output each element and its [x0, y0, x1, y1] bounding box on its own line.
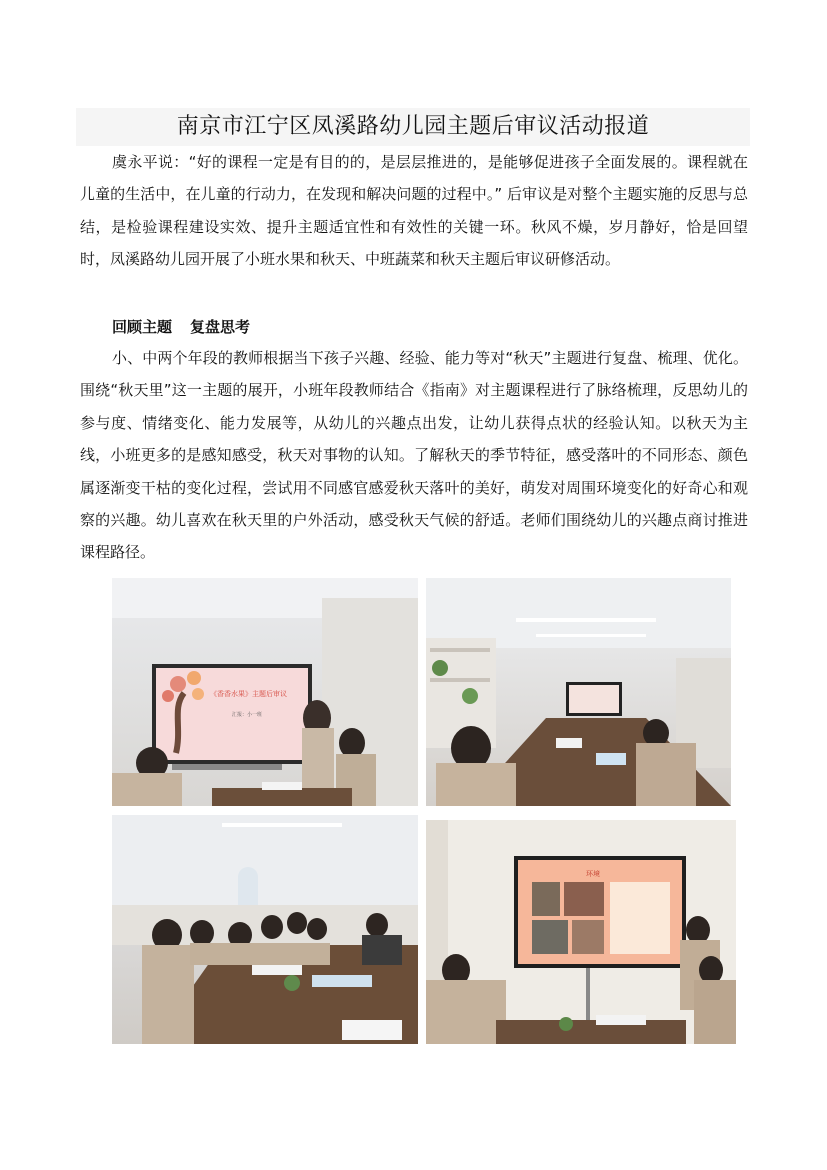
photo-teachers-discussion	[112, 815, 418, 1044]
section-heading-a: 回顾主题	[112, 318, 173, 336]
page-title: 南京市江宁区凤溪路幼儿园主题后审议活动报道	[176, 114, 650, 139]
section-heading-b: 复盘思考	[190, 318, 251, 336]
intro-paragraph: 虞永平说：“好的课程一定是有目的的，是层层推进的，是能够促进孩子全面发展的。课程就在儿童的生活中，在儿童的行动力，在发现和解决问题的过程中。” 后审议是对整个主题实施的反思与总结，是检验课程建设实效、提升主题适宜性和有效性的关键一环。秋风不燥，岁月静好，恰是回望时，凤溪路幼儿园开展了小班水果和秋天、中班蔬菜和秋天主题后审议研修活动。	[80, 153, 748, 269]
section-paragraph: 小、中两个年段的教师根据当下孩子兴趣、经验、能力等对“秋天”主题进行复盘、梳理、优化。围绕“秋天里”这一主题的展开，小班年段教师结合《指南》对主题课程进行了脉络梳理，反思幼儿的参与度、情绪变化、能力发展等，从幼儿的兴趣点出发，让幼儿获得点状的经验认知。以秋天为主线，小班更多的是感知感受，秋天对事物的认知。了解秋天的季节特征，感受落叶的不同形态、颜色属逐渐变干枯的变化过程，尝试用不同感官感爱秋天落叶的美好，萌发对周围环境变化的好奇心和观察的兴趣。幼儿喜欢在秋天里的户外活动，感受秋天气候的舒适。老师们围绕幼儿的兴趣点商讨推进课程路径。	[80, 349, 748, 562]
screen1-title: 《香香水果》主题后审议	[210, 690, 287, 698]
section-heading	[112, 314, 268, 340]
screen1-subtitle: 汇报：小一班	[232, 712, 263, 718]
photo-meeting-room-overview	[426, 578, 731, 806]
photo-meeting-presentation	[112, 578, 418, 806]
photo-environment-presentation	[426, 820, 736, 1044]
screen4-title: 环境	[586, 870, 600, 878]
